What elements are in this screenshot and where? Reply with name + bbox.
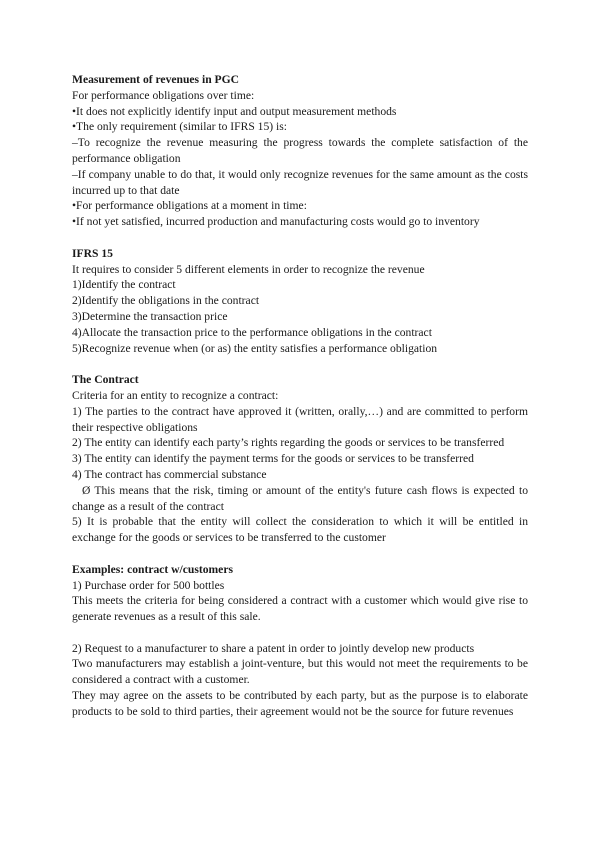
bullet-item: •If not yet satisfied, incurred production and manufacturing costs would go to inventory [72, 215, 480, 229]
list-item: 1) The parties to the contract have approved it (written, orally,…) and are committed to perform their respective obligations [72, 404, 528, 434]
list-item: 2) The entity can identify each party’s rights regarding the goods or services to be transferred [72, 436, 505, 450]
section-pgc [72, 72, 528, 230]
bullet-item: •For performance obligations at a moment in time: [72, 199, 307, 213]
text-line: It requires to consider 5 different elements in order to recognize the revenue [72, 262, 425, 276]
section-heading-pgc: Measurement of revenues in PGC [72, 73, 240, 86]
bullet-item: •The only requirement (similar to IFRS 15) is: [72, 120, 287, 134]
sub-item: –If company unable to do that, it would only recognize revenues for the same amount as the costs incurred up to that date [72, 167, 528, 197]
text-line: Criteria for an entity to recognize a contract: [72, 388, 279, 402]
list-item: 2)Identify the obligations in the contract [72, 294, 260, 308]
list-item: 3)Determine the transaction price [72, 309, 228, 323]
section-heading-ifrs15: IFRS 15 [72, 246, 113, 260]
list-item: 3) The entity can identify the payment terms for the goods or services to be transferred [72, 452, 474, 466]
text-line: For performance obligations over time: [72, 88, 255, 102]
list-item: 1)Identify the contract [72, 278, 176, 292]
list-item: 4) The contract has commercial substance [72, 467, 267, 481]
document-page [72, 72, 528, 720]
list-item: 5)Recognize revenue when (or as) the entity satisfies a performance obligation [72, 341, 438, 355]
arrow-note: Ø This means that the risk, timing or amount of the entity's future cash flows is expected to change as a result of the contract [72, 483, 528, 513]
section-heading-examples: Examples: contract w/customers [72, 562, 233, 576]
spacer [72, 625, 528, 641]
paragraph: Two manufacturers may establish a joint-venture, but this would not meet the requirements to be considered a contract with a customer. [72, 657, 528, 687]
paragraph: They may agree on the assets to be contributed by each party, but as the purpose is to elaborate products to be sold to third parties, their agreement would not be the source for future revenues [72, 689, 528, 718]
list-item: 1) Purchase order for 500 bottles [72, 578, 225, 592]
bullet-item: •It does not explicitly identify input and output measurement methods [72, 104, 397, 118]
section-contract [72, 372, 528, 546]
section-ifrs15 [72, 246, 528, 357]
section-examples [72, 562, 528, 720]
list-item: 2) Request to a manufacturer to share a patent in order to jointly develop new products [72, 641, 475, 655]
sub-item: –To recognize the revenue measuring the progress towards the complete satisfaction of the performance obligation [72, 136, 528, 165]
section-heading-contract: The Contract [72, 373, 139, 387]
list-item: 4)Allocate the transaction price to the performance obligations in the contract [72, 325, 432, 339]
list-item: 5) It is probable that the entity will collect the consideration to which it will be entitled in exchange for the goods or services to be transferred to the customer [72, 515, 528, 545]
paragraph: This meets the criteria for being considered a contract with a customer which would give rise to generate revenues as a result of this sale. [72, 594, 528, 624]
